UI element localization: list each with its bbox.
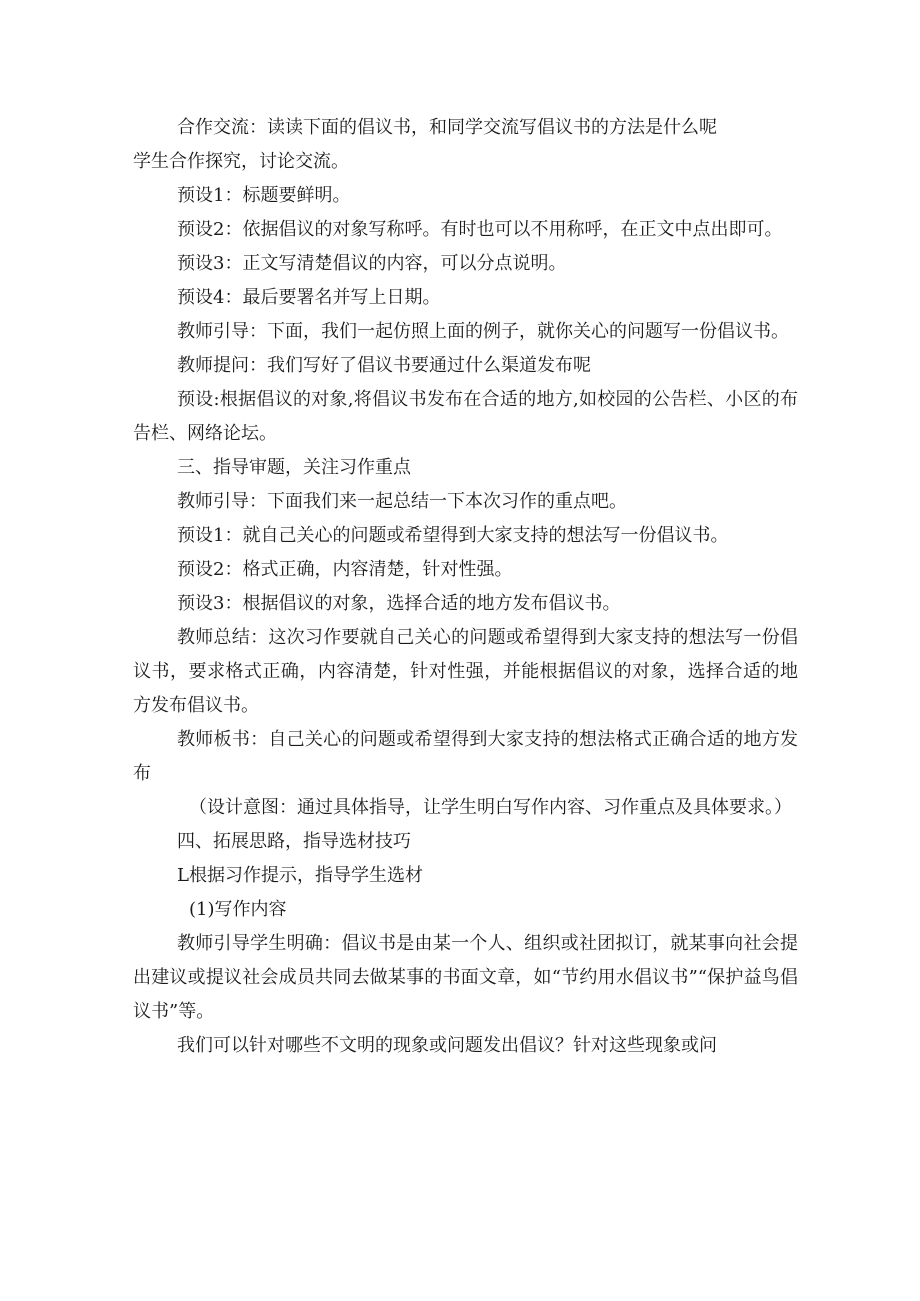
paragraph: 学生合作探究，讨论交流。	[133, 151, 349, 172]
paragraph: 教师引导：下面，我们一起仿照上面的例子，就你关心的问题写一份倡议书。	[177, 321, 789, 342]
paragraph: 合作交流：读读下面的倡议书，和同学交流写倡议书的方法是什么呢	[177, 117, 717, 138]
paragraph: 教师总结：这次习作要就自己关心的问题或希望得到大家支持的想法写一份倡议书，要求格式正确，内容清楚，针对性强，并能根据倡议的对象，选择合适的地方发布倡议书。	[133, 627, 798, 716]
paragraph: 预设2：格式正确，内容清楚，针对性强。	[177, 559, 513, 580]
section-heading: 三、指导审题，关注习作重点	[177, 457, 411, 478]
paragraph: 预设1：标题要鲜明。	[177, 185, 351, 206]
design-intent-note: （设计意图：通过具体指导，让学生明白写作内容、习作重点及具体要求。）	[189, 797, 792, 818]
paragraph: 教师引导学生明确：倡议书是由某一个人、组织或社团拟订，就某事向社会提出建议或提议社会成员共同去做某事的书面文章，如“节约用水倡议书”“保护益鸟倡议书”等。	[133, 933, 798, 1022]
paragraph: 教师提问：我们写好了倡议书要通过什么渠道发布呢	[177, 355, 591, 376]
document-body	[133, 111, 798, 1063]
paragraph: 预设4：最后要署名并写上日期。	[177, 287, 441, 308]
paragraph: 我们可以针对哪些不文明的现象或问题发出倡议？针对这些现象或问	[177, 1035, 717, 1056]
paragraph: 预设:根据倡议的对象,将倡议书发布在合适的地方,如校园的公告栏、小区的布告栏、网络论坛。	[133, 389, 798, 444]
paragraph: 教师引导：下面我们来一起总结一下本次习作的重点吧。	[177, 491, 627, 512]
paragraph: 教师板书：自己关心的问题或希望得到大家支持的想法格式正确合适的地方发布	[133, 729, 798, 784]
subsection-heading: (1)写作内容	[189, 899, 287, 920]
paragraph: 预设1：就自己关心的问题或希望得到大家支持的想法写一份倡议书。	[177, 525, 729, 546]
section-heading: 四、拓展思路，指导选材技巧	[177, 831, 411, 852]
subsection-heading: L根据习作提示，指导学生选材	[177, 865, 423, 886]
paragraph: 预设3：根据倡议的对象，选择合适的地方发布倡议书。	[177, 593, 621, 614]
paragraph: 预设2：依据倡议的对象写称呼。有时也可以不用称呼，在正文中点出即可。	[177, 219, 783, 240]
paragraph: 预设3：正文写清楚倡议的内容，可以分点说明。	[177, 253, 567, 274]
